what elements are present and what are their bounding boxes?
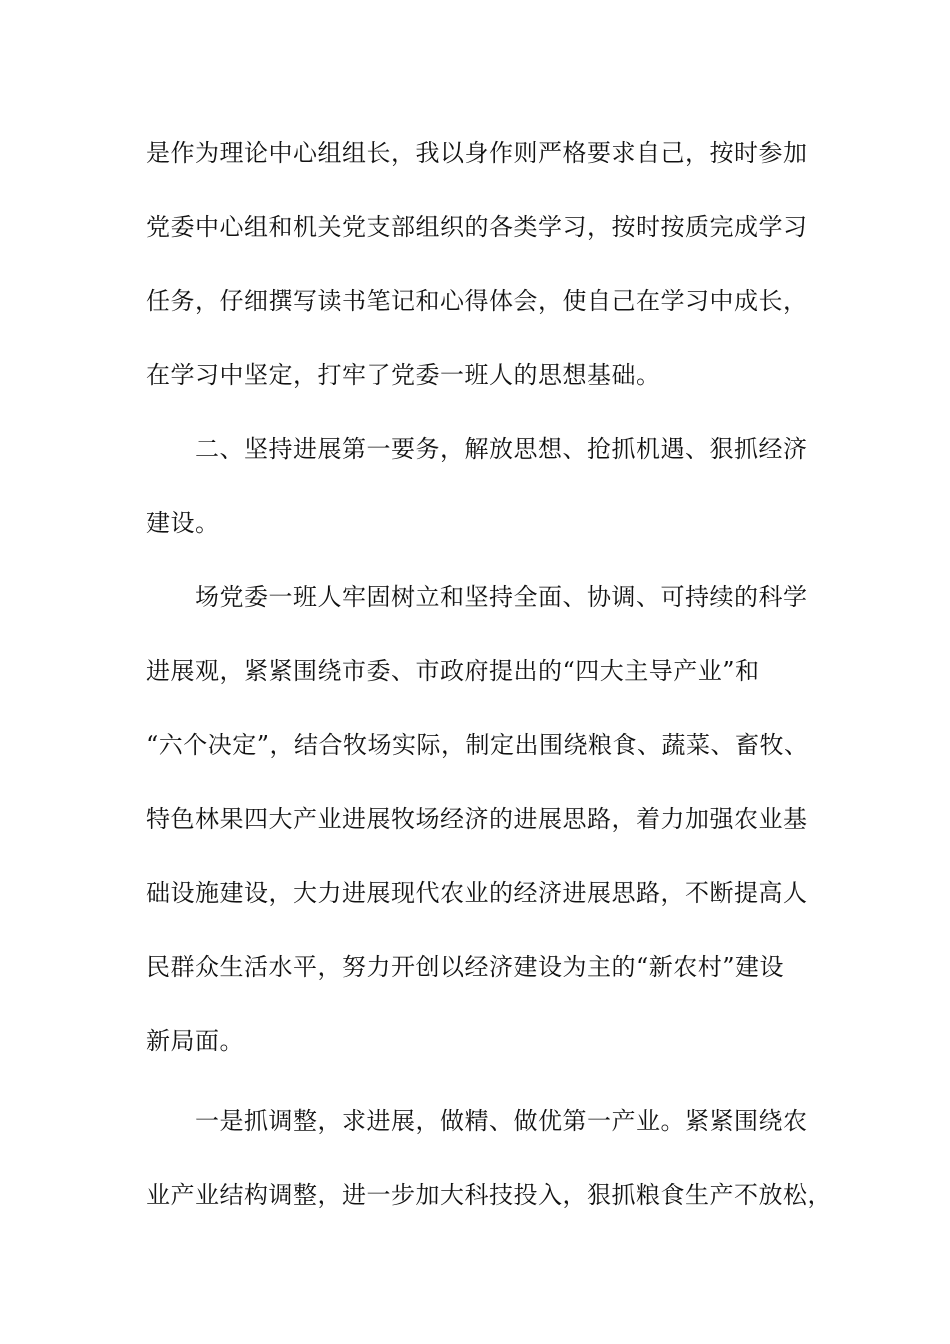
text-line-8: 进展观，紧紧围绕市委、市政府提出的“四大主导产业”和 xyxy=(146,657,760,685)
text-line-11: 础设施建设，大力进展现代农业的经济进展思路，不断提高人 xyxy=(146,879,808,907)
text-line-2: 党委中心组和机关党支部组织的各类学习，按时按质完成学习 xyxy=(146,213,808,241)
text-line-3: 任务，仔细撰写读书笔记和心得体会，使自己在学习中成长， xyxy=(146,287,808,315)
section-heading-2: 二、坚持进展第一要务，解放思想、抢抓机遇、狠抓经济 xyxy=(195,435,808,463)
text-line-13: 新局面。 xyxy=(146,1027,244,1055)
text-line-9: “六个决定”，结合牧场实际，制定出围绕粮食、蔬菜、畜牧、 xyxy=(146,731,809,759)
text-line-6: 建设。 xyxy=(146,509,220,537)
text-line-10: 特色林果四大产业进展牧场经济的进展思路，着力加强农业基 xyxy=(146,805,808,833)
paragraph-start-line: 场党委一班人牢固树立和坚持全面、协调、可持续的科学 xyxy=(195,583,808,611)
text-line-15: 业产业结构调整，进一步加大科技投入，狠抓粮食生产不放松， xyxy=(146,1181,832,1209)
text-line-12: 民群众生活水平，努力开创以经济建设为主的“新农村”建设 xyxy=(146,953,785,981)
paragraph-start-line: 一是抓调整，求进展，做精、做优第一产业。紧紧围绕农 xyxy=(195,1107,808,1135)
text-line-4: 在学习中坚定，打牢了党委一班人的思想基础。 xyxy=(146,361,661,389)
text-line-1: 是作为理论中心组组长，我以身作则严格要求自己，按时参加 xyxy=(146,139,808,167)
